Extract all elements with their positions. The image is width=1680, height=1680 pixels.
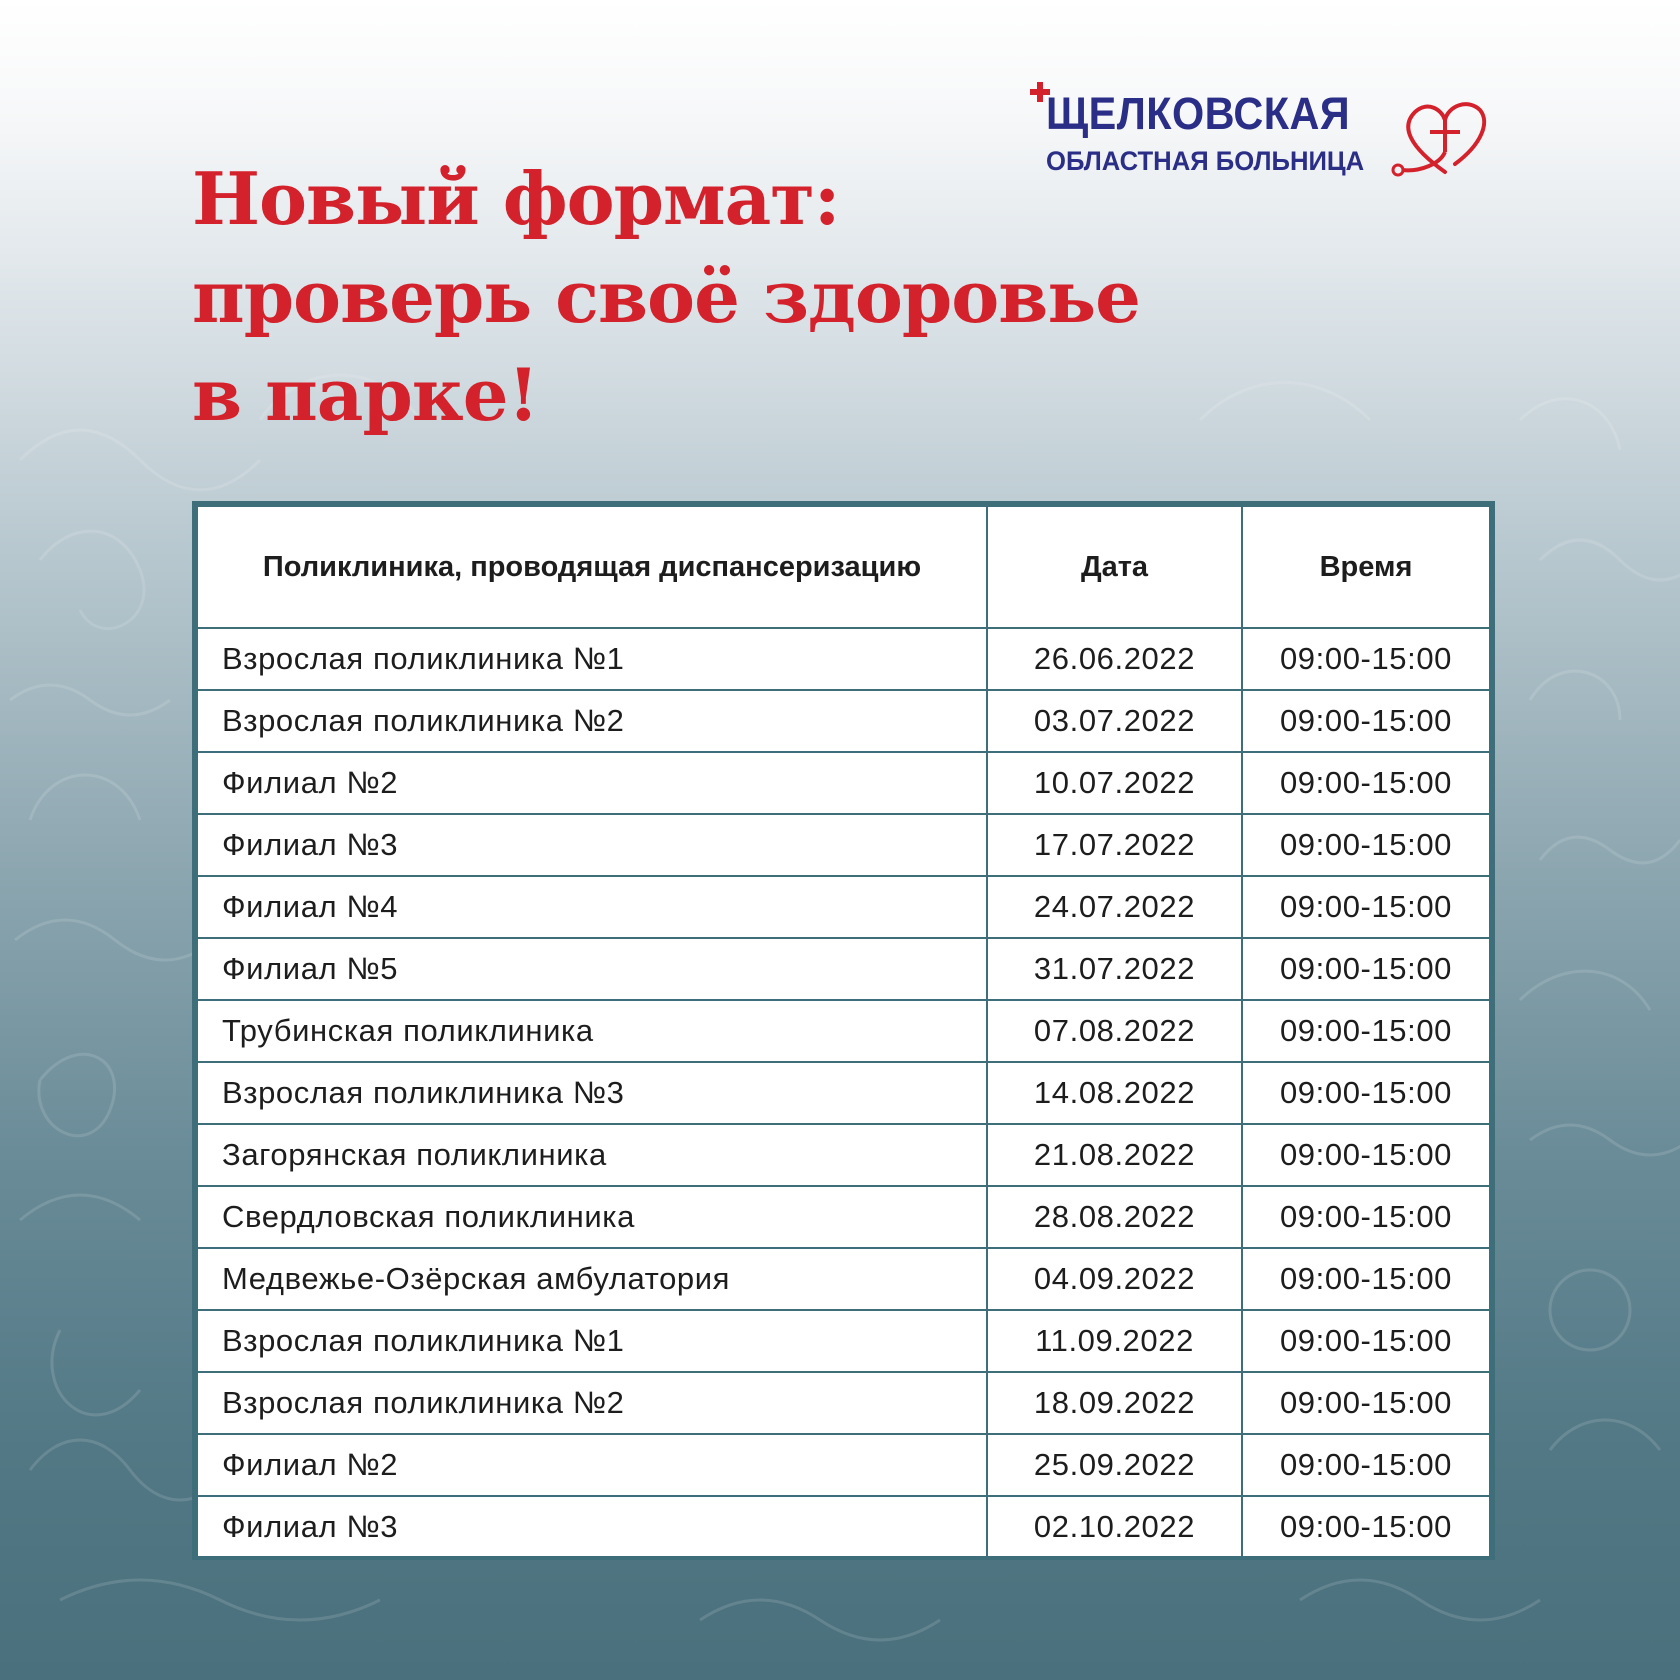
clinic-cell: Взрослая поликлиника №2 [197, 690, 987, 752]
table-row [197, 1186, 1490, 1248]
date-cell: 24.07.2022 [987, 876, 1242, 938]
header-time: Время [1242, 506, 1490, 628]
clinic-cell: Филиал №3 [197, 814, 987, 876]
date-cell: 25.09.2022 [987, 1434, 1242, 1496]
logo-subtitle: ОБЛАСТНАЯ БОЛЬНИЦА [1046, 146, 1365, 176]
clinic-cell: Филиал №4 [197, 876, 987, 938]
time-cell: 09:00-15:00 [1242, 814, 1490, 876]
time-cell: 09:00-15:00 [1242, 1434, 1490, 1496]
time-cell: 09:00-15:00 [1242, 1000, 1490, 1062]
time-cell: 09:00-15:00 [1242, 876, 1490, 938]
header-clinic: Поликлиника, проводящая диспансеризацию [197, 506, 987, 628]
title-line-2: проверь своё здоровье [192, 254, 1140, 339]
time-cell: 09:00-15:00 [1242, 1062, 1490, 1124]
clinic-cell: Взрослая поликлиника №2 [197, 1372, 987, 1434]
clinic-cell: Медвежье-Озёрская амбулатория [197, 1248, 987, 1310]
table-row [197, 876, 1490, 938]
clinic-cell: Взрослая поликлиника №3 [197, 1062, 987, 1124]
clinic-cell: Филиал №3 [197, 1496, 987, 1558]
page-title [192, 150, 1140, 444]
time-cell: 09:00-15:00 [1242, 1124, 1490, 1186]
date-cell: 03.07.2022 [987, 690, 1242, 752]
title-line-1: Новый формат: [192, 156, 840, 241]
date-cell: 07.08.2022 [987, 1000, 1242, 1062]
table-row [197, 752, 1490, 814]
date-cell: 31.07.2022 [987, 938, 1242, 1000]
date-cell: 11.09.2022 [987, 1310, 1242, 1372]
table-row [197, 1372, 1490, 1434]
date-cell: 02.10.2022 [987, 1496, 1242, 1558]
table-row [197, 1124, 1490, 1186]
table-row [197, 1310, 1490, 1372]
clinic-cell: Филиал №2 [197, 752, 987, 814]
table-row [197, 1000, 1490, 1062]
time-cell: 09:00-15:00 [1242, 628, 1490, 690]
clinic-cell: Филиал №5 [197, 938, 987, 1000]
time-cell: 09:00-15:00 [1242, 1186, 1490, 1248]
table-row [197, 938, 1490, 1000]
logo-title: ЩЕЛКОВСКАЯ [1046, 88, 1351, 139]
clinic-cell: Взрослая поликлиника №1 [197, 1310, 987, 1372]
time-cell: 09:00-15:00 [1242, 1372, 1490, 1434]
time-cell: 09:00-15:00 [1242, 690, 1490, 752]
time-cell: 09:00-15:00 [1242, 1310, 1490, 1372]
time-cell: 09:00-15:00 [1242, 1248, 1490, 1310]
header-date: Дата [987, 506, 1242, 628]
date-cell: 04.09.2022 [987, 1248, 1242, 1310]
date-cell: 14.08.2022 [987, 1062, 1242, 1124]
time-cell: 09:00-15:00 [1242, 752, 1490, 814]
table-row [197, 690, 1490, 752]
clinic-cell: Филиал №2 [197, 1434, 987, 1496]
time-cell: 09:00-15:00 [1242, 1496, 1490, 1558]
date-cell: 10.07.2022 [987, 752, 1242, 814]
time-cell: 09:00-15:00 [1242, 938, 1490, 1000]
table-row [197, 1434, 1490, 1496]
table-row [197, 628, 1490, 690]
clinic-cell: Взрослая поликлиника №1 [197, 628, 987, 690]
clinic-cell: Трубинская поликлиника [197, 1000, 987, 1062]
heart-stethoscope-icon [1390, 92, 1490, 182]
date-cell: 17.07.2022 [987, 814, 1242, 876]
date-cell: 26.06.2022 [987, 628, 1242, 690]
date-cell: 18.09.2022 [987, 1372, 1242, 1434]
table-row [197, 1062, 1490, 1124]
title-line-3: в парке! [192, 352, 539, 437]
table-row [197, 1496, 1490, 1558]
table-header-row [197, 506, 1490, 628]
date-cell: 21.08.2022 [987, 1124, 1242, 1186]
table-row [197, 814, 1490, 876]
clinic-cell: Загорянская поликлиника [197, 1124, 987, 1186]
clinic-cell: Свердловская поликлиника [197, 1186, 987, 1248]
table-row [197, 1248, 1490, 1310]
date-cell: 28.08.2022 [987, 1186, 1242, 1248]
schedule-table [192, 501, 1495, 1560]
